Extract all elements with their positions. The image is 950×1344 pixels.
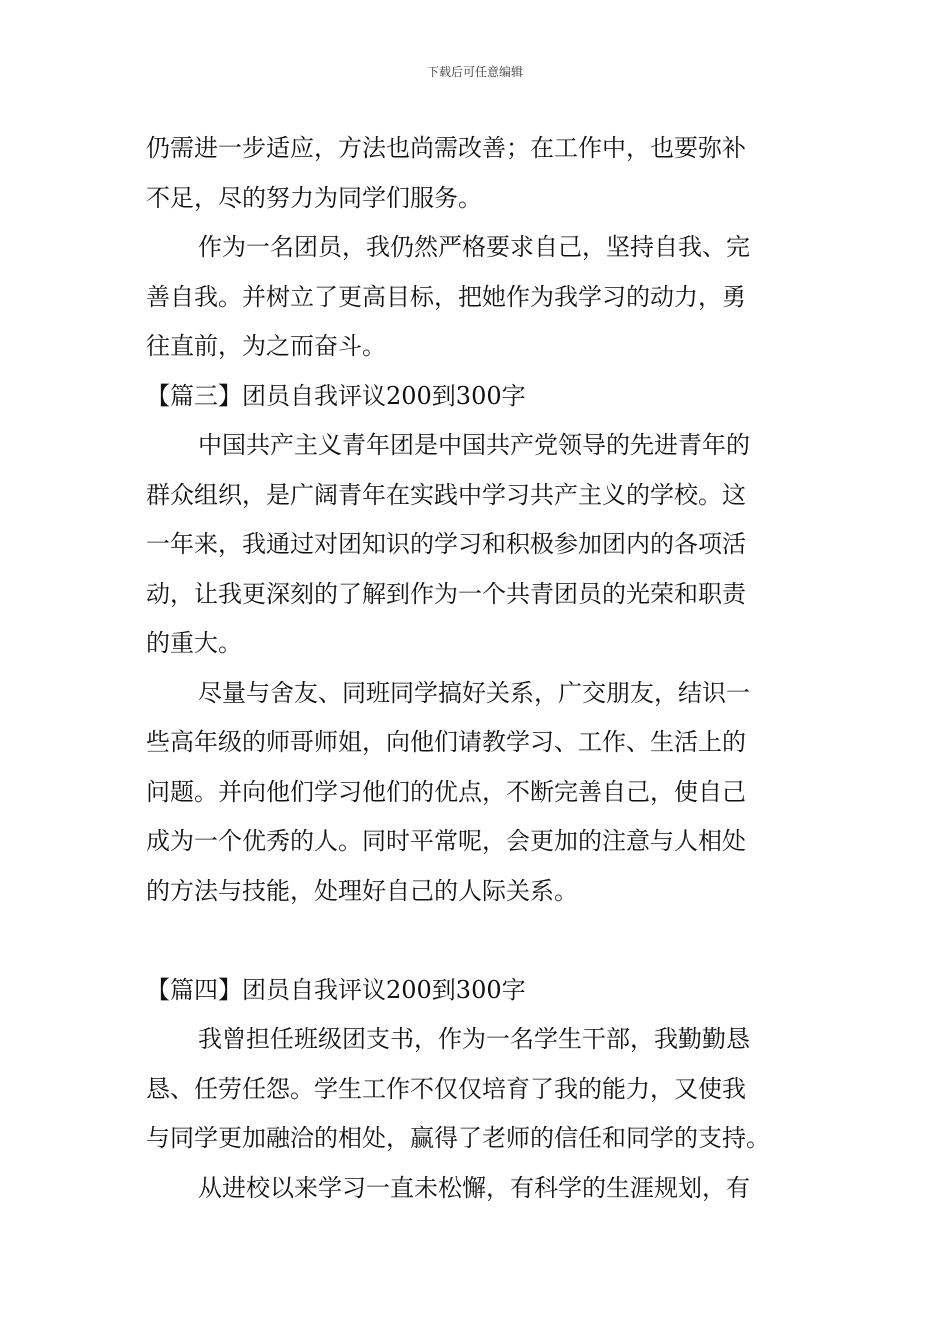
blank-line <box>146 916 811 966</box>
section-heading-3: 【篇三】团员自我评议200到300字 <box>146 381 526 410</box>
paragraph-5-line: 与同学更加融洽的相处，赢得了老师的信任和同学的支持。 <box>146 1124 770 1152</box>
paragraph-3-line: 的重大。 <box>146 629 242 657</box>
paragraph-5-line: 我曾担任班级团支书，作为一名学生干部，我勤勤恳 <box>198 1025 750 1053</box>
paragraph-4-line: 成为一个优秀的人。同时平常呢，会更加的注意与人相处 <box>146 827 746 855</box>
paragraph-5-line: 恳、任劳任怨。学生工作不仅仅培育了我的能力，又使我 <box>146 1074 746 1103</box>
paragraph-4-line: 些高年级的师哥师姐，向他们请教学习、工作、生活上的 <box>146 728 746 756</box>
paragraph-2 <box>146 223 811 372</box>
document-body <box>146 124 811 1213</box>
paragraph-4-line: 的方法与技能，处理好自己的人际关系。 <box>146 876 578 905</box>
paragraph-3-line: 中国共产主义青年团是中国共产党领导的先进青年的 <box>198 431 750 459</box>
paragraph-3-line: 一年来，我通过对团知识的学习和积极参加团内的各项活 <box>146 530 746 558</box>
paragraph-1-line: 仍需进一步适应，方法也尚需改善；在工作中，也要弥补 <box>146 134 746 162</box>
paragraph-3-line: 群众组织，是广阔青年在实践中学习共产主义的学校。这 <box>146 480 746 509</box>
paragraph-6-line: 从进校以来学习一直未松懈，有科学的生涯规划，有 <box>198 1173 750 1202</box>
page-header: 下载后可任意编辑 <box>426 65 523 79</box>
paragraph-2-line: 往直前，为之而奋斗。 <box>146 332 386 360</box>
paragraph-2-line: 善自我。并树立了更高目标，把她作为我学习的动力，勇 <box>146 282 746 311</box>
paragraph-1 <box>146 124 811 223</box>
paragraph-1-line: 不足，尽的努力为同学们服务。 <box>146 183 482 212</box>
paragraph-6 <box>146 1164 811 1214</box>
paragraph-3-line: 动，让我更深刻的了解到作为一个共青团员的光荣和职责 <box>146 579 746 608</box>
paragraph-4 <box>146 669 811 917</box>
paragraph-4-line: 尽量与舍友、同班同学搞好关系，广交朋友，结识一 <box>198 678 750 707</box>
paragraph-2-line: 作为一名团员，我仍然严格要求自己，坚持自我、完 <box>198 233 750 261</box>
paragraph-4-line: 问题。并向他们学习他们的优点，不断完善自己，使自己 <box>146 777 746 806</box>
paragraph-3 <box>146 421 811 669</box>
paragraph-5 <box>146 1015 811 1164</box>
section-heading-4: 【篇四】团员自我评议200到300字 <box>146 975 526 1004</box>
